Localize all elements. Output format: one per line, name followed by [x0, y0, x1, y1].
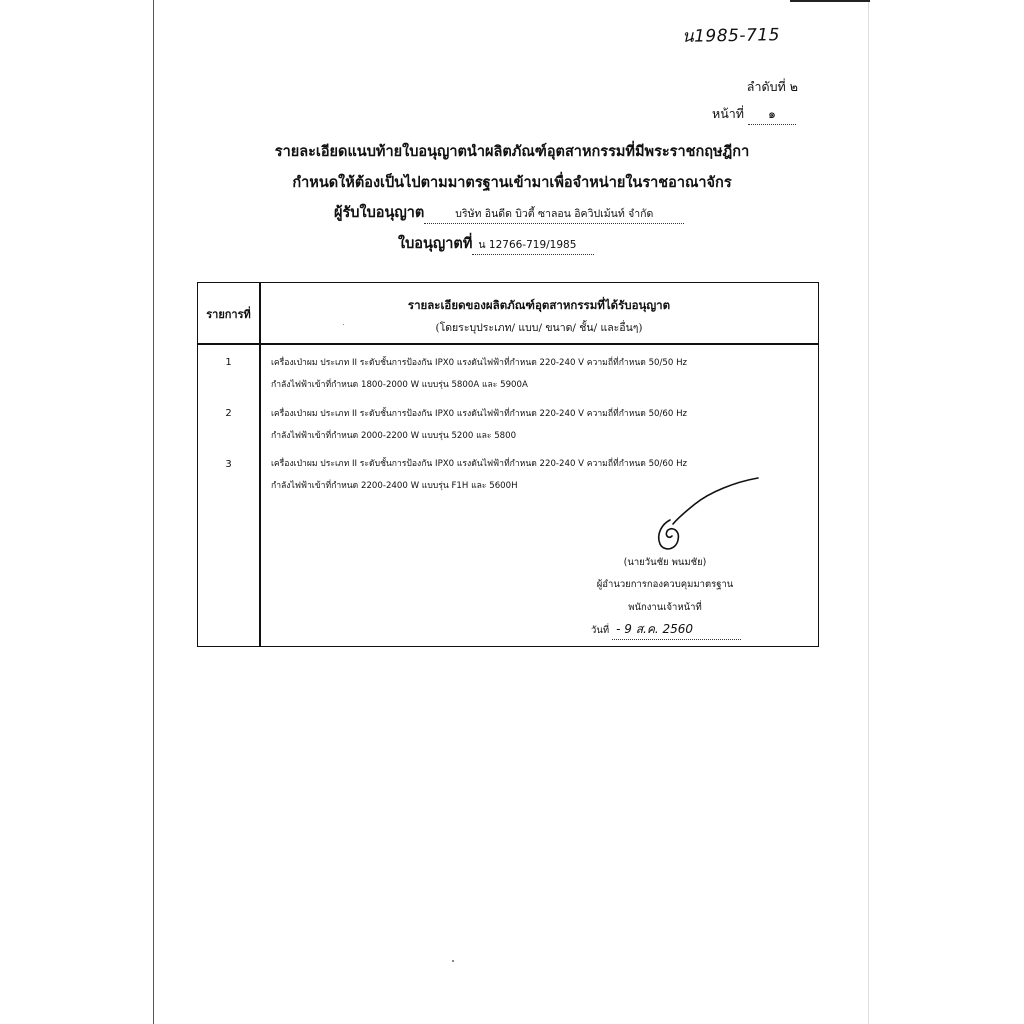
order-number	[747, 77, 798, 97]
page-number	[712, 104, 796, 125]
handwritten-signature	[640, 474, 760, 554]
license-number-field	[398, 232, 594, 255]
column-header-item-number: รายการที่	[206, 308, 251, 321]
licensee-field	[334, 201, 684, 224]
license-number-label: ใบอนุญาตที่	[398, 235, 473, 252]
row-3-line-2: กำลังไฟฟ้าเข้าที่กำหนด 2200-2400 W แบบรุ่น F1H และ 5600H	[271, 481, 518, 491]
order-label: ลำดับที่	[746, 79, 786, 94]
row-1-number: 1	[225, 357, 232, 368]
page-value: ๑	[748, 104, 796, 125]
product-details-table	[197, 282, 819, 647]
signature-date-label: วันที่	[591, 625, 610, 636]
row-1-line-2: กำลังไฟฟ้าเข้าที่กำหนด 1800-2000 W แบบรุ่น 5800A และ 5900A	[271, 380, 528, 390]
row-3-line-1: เครื่องเป่าผม ประเภท II ระดับชั้นการป้องกัน IPX0 แรงดันไฟฟ้าที่กำหนด 220-240 V ความถี่ที่กำหนด 50/60 Hz	[271, 459, 688, 469]
signatory-role: พนักงานเจ้าหน้าที่	[628, 602, 702, 613]
row-3-number: 3	[225, 459, 232, 470]
table-column-divider	[259, 283, 261, 646]
signature-date	[591, 620, 741, 640]
document-title-line-1: รายละเอียดแนบท้ายใบอนุญาตนำผลิตภัณฑ์อุตสาหกรรมที่มีพระราชกฤษฎีกา	[274, 143, 750, 160]
signature-date-value: - 9 ส.ค. 2560	[612, 620, 741, 640]
table-header-divider	[198, 343, 818, 345]
row-2-line-1: เครื่องเป่าผม ประเภท II ระดับชั้นการป้องกัน IPX0 แรงดันไฟฟ้าที่กำหนด 220-240 V ความถี่ที่กำหนด 50/60 Hz	[271, 409, 688, 419]
row-2-number: 2	[225, 408, 232, 419]
licensee-value: บริษัท อินดีด บิวตี้ ซาลอน อิควิปเม้นท์ จำกัด	[424, 205, 684, 224]
scan-edge-top	[790, 0, 870, 2]
scan-speck	[343, 324, 344, 325]
row-2-line-2: กำลังไฟฟ้าเข้าที่กำหนด 2000-2200 W แบบรุ่น 5200 และ 5800	[271, 431, 517, 441]
row-1-line-1: เครื่องเป่าผม ประเภท II ระดับชั้นการป้องกัน IPX0 แรงดันไฟฟ้าที่กำหนด 220-240 V ความถี่ที่กำหนด 50/50 Hz	[271, 358, 688, 368]
license-number-value: น 12766-719/1985	[472, 236, 594, 255]
signatory-name: (นายวันชัย พนมชัย)	[623, 557, 707, 568]
handwritten-reference-number: น1985-715	[681, 25, 781, 47]
document-title-line-2: กำหนดให้ต้องเป็นไปตามมาตรฐานเข้ามาเพื่อจำหน่ายในราชอาณาจักร	[292, 174, 732, 191]
signatory-title: ผู้อำนวยการกองควบคุมมาตรฐาน	[596, 579, 734, 590]
licensee-label: ผู้รับใบอนุญาต	[334, 204, 425, 221]
column-header-description-note: (โดยระบุประเภท/ แบบ/ ขนาด/ ชั้น/ และอื่นๆ)	[435, 322, 643, 334]
column-header-description: รายละเอียดของผลิตภัณฑ์อุตสาหกรรมที่ได้รับอนุญาต	[407, 298, 671, 312]
page-label: หน้าที่	[711, 106, 745, 121]
order-value: ๒	[789, 79, 798, 94]
scan-speck	[452, 960, 454, 962]
